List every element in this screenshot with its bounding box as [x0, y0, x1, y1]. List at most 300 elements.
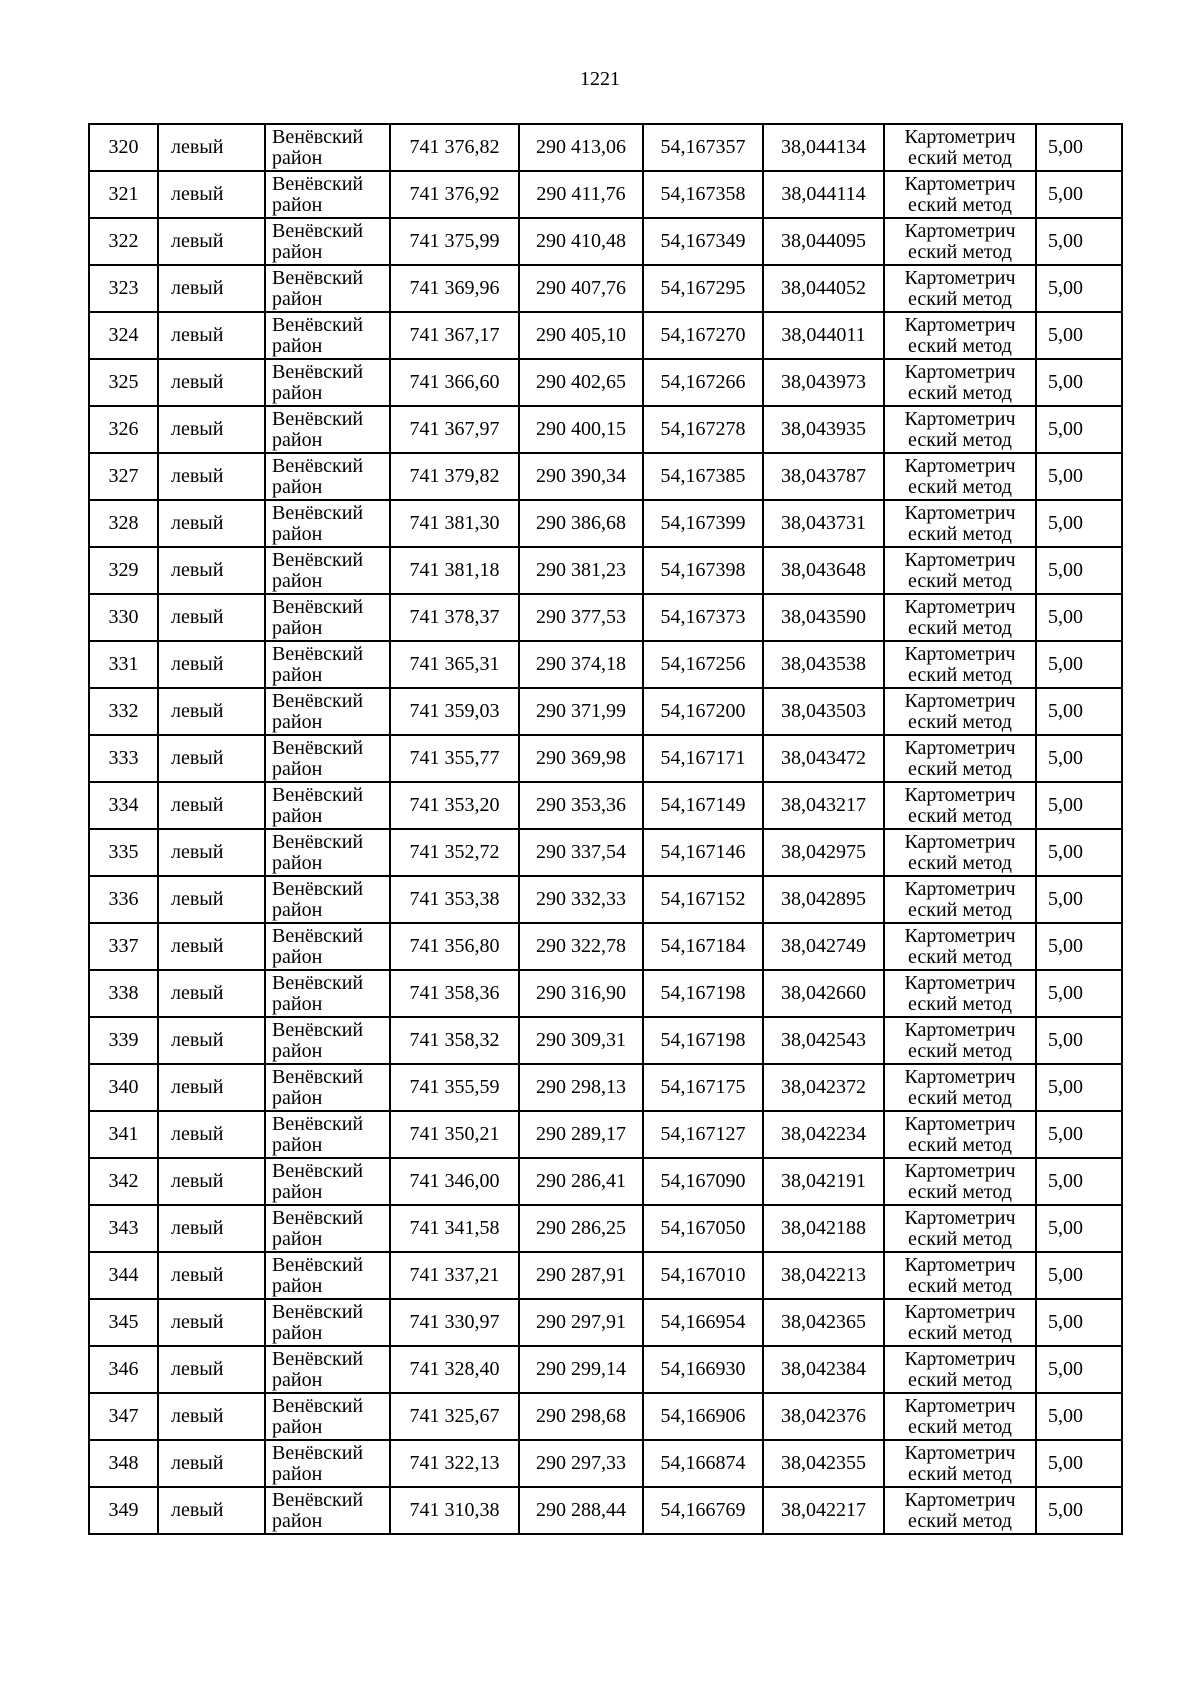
cell-point-number: 324: [89, 312, 158, 359]
cell-district-line: Венёвский: [272, 1441, 364, 1464]
cell-y-coordinate: 290 400,15: [519, 406, 643, 453]
cell-district: [265, 876, 390, 923]
cell-point-number: 346: [89, 1346, 158, 1393]
cell-x-coordinate: 741 355,77: [390, 735, 519, 782]
cell-method-line: еский метод: [908, 757, 1012, 780]
cell-accuracy: 5,00: [1036, 124, 1122, 171]
cell-side: левый: [158, 218, 265, 265]
cell-method: [884, 1205, 1036, 1252]
cell-point-number: 345: [89, 1299, 158, 1346]
cell-accuracy: 5,00: [1036, 1393, 1122, 1440]
cell-method-line: еский метод: [908, 945, 1012, 968]
cell-point-number: 340: [89, 1064, 158, 1111]
cell-y-coordinate: 290 386,68: [519, 500, 643, 547]
cell-method-line: еский метод: [908, 475, 1012, 498]
cell-side: левый: [158, 923, 265, 970]
cell-point-number: 321: [89, 171, 158, 218]
cell-district-line: Венёвский: [272, 1206, 364, 1229]
cell-district: [265, 218, 390, 265]
cell-district: [265, 970, 390, 1017]
cell-district-line: район: [272, 1133, 323, 1156]
cell-method-line: еский метод: [908, 663, 1012, 686]
cell-method-line: Картометрич: [904, 924, 1016, 947]
cell-method: [884, 829, 1036, 876]
cell-latitude: 54,167278: [643, 406, 763, 453]
cell-district-line: район: [272, 193, 323, 216]
cell-district-line: Венёвский: [272, 1300, 364, 1323]
cell-method: [884, 547, 1036, 594]
table-row: [89, 735, 1122, 782]
cell-accuracy: 5,00: [1036, 1158, 1122, 1205]
cell-point-number: 344: [89, 1252, 158, 1299]
cell-point-number: 349: [89, 1487, 158, 1534]
cell-latitude: 54,167256: [643, 641, 763, 688]
cell-method-line: еский метод: [908, 522, 1012, 545]
cell-district: [265, 547, 390, 594]
cell-latitude: 54,167090: [643, 1158, 763, 1205]
cell-district-line: район: [272, 1086, 323, 1109]
cell-method-line: Картометрич: [904, 172, 1016, 195]
cell-latitude: 54,167175: [643, 1064, 763, 1111]
cell-district-line: Венёвский: [272, 1065, 364, 1088]
cell-longitude: 38,042365: [763, 1299, 884, 1346]
cell-accuracy: 5,00: [1036, 688, 1122, 735]
cell-x-coordinate: 741 325,67: [390, 1393, 519, 1440]
cell-side: левый: [158, 1205, 265, 1252]
cell-x-coordinate: 741 369,96: [390, 265, 519, 312]
cell-latitude: 54,167266: [643, 359, 763, 406]
cell-point-number: 333: [89, 735, 158, 782]
cell-accuracy: 5,00: [1036, 594, 1122, 641]
cell-method: [884, 359, 1036, 406]
cell-x-coordinate: 741 365,31: [390, 641, 519, 688]
cell-method: [884, 406, 1036, 453]
cell-y-coordinate: 290 298,13: [519, 1064, 643, 1111]
table-row: [89, 1158, 1122, 1205]
cell-method-line: еский метод: [908, 569, 1012, 592]
cell-x-coordinate: 741 322,13: [390, 1440, 519, 1487]
table-row: [89, 171, 1122, 218]
cell-method: [884, 876, 1036, 923]
cell-method: [884, 453, 1036, 500]
cell-longitude: 38,043538: [763, 641, 884, 688]
cell-method-line: Картометрич: [904, 1018, 1016, 1041]
cell-x-coordinate: 741 367,17: [390, 312, 519, 359]
cell-district: [265, 688, 390, 735]
cell-x-coordinate: 741 353,38: [390, 876, 519, 923]
cell-method-line: Картометрич: [904, 1347, 1016, 1370]
cell-side: левый: [158, 1064, 265, 1111]
cell-side: левый: [158, 265, 265, 312]
cell-side: левый: [158, 782, 265, 829]
cell-method-line: Картометрич: [904, 689, 1016, 712]
cell-method-line: еский метод: [908, 1274, 1012, 1297]
cell-method-line: Картометрич: [904, 1112, 1016, 1135]
cell-point-number: 338: [89, 970, 158, 1017]
cell-accuracy: 5,00: [1036, 500, 1122, 547]
cell-method-line: еский метод: [908, 1227, 1012, 1250]
cell-method-line: еский метод: [908, 428, 1012, 451]
cell-method-line: Картометрич: [904, 736, 1016, 759]
cell-longitude: 38,043503: [763, 688, 884, 735]
cell-longitude: 38,042895: [763, 876, 884, 923]
cell-x-coordinate: 741 358,36: [390, 970, 519, 1017]
cell-point-number: 343: [89, 1205, 158, 1252]
cell-longitude: 38,042660: [763, 970, 884, 1017]
cell-method-line: Картометрич: [904, 1065, 1016, 1088]
cell-accuracy: 5,00: [1036, 1487, 1122, 1534]
cell-method-line: Картометрич: [904, 407, 1016, 430]
cell-y-coordinate: 290 287,91: [519, 1252, 643, 1299]
cell-district-line: Венёвский: [272, 736, 364, 759]
cell-accuracy: 5,00: [1036, 218, 1122, 265]
cell-side: левый: [158, 171, 265, 218]
cell-method: [884, 594, 1036, 641]
table-row: [89, 1017, 1122, 1064]
cell-accuracy: 5,00: [1036, 1017, 1122, 1064]
cell-district: [265, 735, 390, 782]
cell-district-line: район: [272, 945, 323, 968]
cell-point-number: 341: [89, 1111, 158, 1158]
cell-longitude: 38,042234: [763, 1111, 884, 1158]
cell-x-coordinate: 741 352,72: [390, 829, 519, 876]
table-row: [89, 782, 1122, 829]
cell-latitude: 54,167270: [643, 312, 763, 359]
cell-longitude: 38,043731: [763, 500, 884, 547]
cell-y-coordinate: 290 298,68: [519, 1393, 643, 1440]
cell-method-line: еский метод: [908, 240, 1012, 263]
cell-y-coordinate: 290 332,33: [519, 876, 643, 923]
cell-method-line: еский метод: [908, 287, 1012, 310]
cell-x-coordinate: 741 379,82: [390, 453, 519, 500]
cell-accuracy: 5,00: [1036, 1111, 1122, 1158]
cell-y-coordinate: 290 297,33: [519, 1440, 643, 1487]
table-row: [89, 688, 1122, 735]
cell-method-line: Картометрич: [904, 1441, 1016, 1464]
cell-x-coordinate: 741 353,20: [390, 782, 519, 829]
cell-side: левый: [158, 1158, 265, 1205]
cell-method-line: Картометрич: [904, 877, 1016, 900]
cell-district-line: район: [272, 240, 323, 263]
cell-y-coordinate: 290 381,23: [519, 547, 643, 594]
table-row: [89, 218, 1122, 265]
cell-method-line: Картометрич: [904, 595, 1016, 618]
cell-district: [265, 1205, 390, 1252]
cell-accuracy: 5,00: [1036, 1440, 1122, 1487]
cell-method: [884, 782, 1036, 829]
cell-accuracy: 5,00: [1036, 876, 1122, 923]
cell-district: [265, 1111, 390, 1158]
cell-latitude: 54,167171: [643, 735, 763, 782]
cell-longitude: 38,044095: [763, 218, 884, 265]
cell-y-coordinate: 290 322,78: [519, 923, 643, 970]
cell-district: [265, 124, 390, 171]
cell-latitude: 54,167357: [643, 124, 763, 171]
cell-latitude: 54,166874: [643, 1440, 763, 1487]
cell-district-line: Венёвский: [272, 313, 364, 336]
cell-y-coordinate: 290 390,34: [519, 453, 643, 500]
cell-method-line: еский метод: [908, 1180, 1012, 1203]
cell-district-line: Венёвский: [272, 642, 364, 665]
cell-district-line: район: [272, 1509, 323, 1532]
cell-method: [884, 1158, 1036, 1205]
cell-accuracy: 5,00: [1036, 359, 1122, 406]
cell-district-line: Венёвский: [272, 595, 364, 618]
page-number: 1221: [580, 68, 620, 90]
cell-method: [884, 500, 1036, 547]
cell-x-coordinate: 741 330,97: [390, 1299, 519, 1346]
cell-longitude: 38,042372: [763, 1064, 884, 1111]
cell-longitude: 38,044052: [763, 265, 884, 312]
cell-side: левый: [158, 312, 265, 359]
cell-method: [884, 923, 1036, 970]
cell-y-coordinate: 290 337,54: [519, 829, 643, 876]
cell-latitude: 54,167050: [643, 1205, 763, 1252]
table-row: [89, 829, 1122, 876]
cell-district-line: район: [272, 1274, 323, 1297]
cell-point-number: 329: [89, 547, 158, 594]
cell-method: [884, 124, 1036, 171]
cell-x-coordinate: 741 337,21: [390, 1252, 519, 1299]
cell-method-line: еский метод: [908, 193, 1012, 216]
cell-side: левый: [158, 735, 265, 782]
cell-district-line: район: [272, 146, 323, 169]
cell-district-line: Венёвский: [272, 971, 364, 994]
cell-longitude: 38,042191: [763, 1158, 884, 1205]
cell-side: левый: [158, 876, 265, 923]
cell-district-line: район: [272, 992, 323, 1015]
cell-district-line: Венёвский: [272, 689, 364, 712]
table-row: [89, 970, 1122, 1017]
cell-latitude: 54,167200: [643, 688, 763, 735]
cell-method: [884, 171, 1036, 218]
cell-district-line: район: [272, 334, 323, 357]
cell-x-coordinate: 741 356,80: [390, 923, 519, 970]
cell-latitude: 54,167152: [643, 876, 763, 923]
cell-method-line: Картометрич: [904, 125, 1016, 148]
cell-district: [265, 1017, 390, 1064]
cell-side: левый: [158, 970, 265, 1017]
cell-accuracy: 5,00: [1036, 265, 1122, 312]
cell-side: левый: [158, 359, 265, 406]
cell-method-line: Картометрич: [904, 548, 1016, 571]
cell-method: [884, 265, 1036, 312]
cell-district-line: Венёвский: [272, 830, 364, 853]
cell-point-number: 328: [89, 500, 158, 547]
cell-latitude: 54,166930: [643, 1346, 763, 1393]
cell-method: [884, 1299, 1036, 1346]
cell-district-line: район: [272, 1227, 323, 1250]
table-row: [89, 1205, 1122, 1252]
cell-point-number: 348: [89, 1440, 158, 1487]
cell-district: [265, 312, 390, 359]
cell-longitude: 38,044011: [763, 312, 884, 359]
cell-method: [884, 1017, 1036, 1064]
cell-point-number: 334: [89, 782, 158, 829]
cell-x-coordinate: 741 359,03: [390, 688, 519, 735]
table-row: [89, 1064, 1122, 1111]
cell-district: [265, 1487, 390, 1534]
cell-longitude: 38,042749: [763, 923, 884, 970]
cell-accuracy: 5,00: [1036, 1299, 1122, 1346]
cell-latitude: 54,166954: [643, 1299, 763, 1346]
cell-point-number: 326: [89, 406, 158, 453]
cell-district: [265, 594, 390, 641]
cell-district-line: район: [272, 428, 323, 451]
table-row: [89, 1487, 1122, 1534]
cell-y-coordinate: 290 297,91: [519, 1299, 643, 1346]
table-row: [89, 1393, 1122, 1440]
cell-district-line: район: [272, 1368, 323, 1391]
cell-side: левый: [158, 1346, 265, 1393]
cell-accuracy: 5,00: [1036, 829, 1122, 876]
table-row: [89, 1299, 1122, 1346]
cell-method-line: еский метод: [908, 1039, 1012, 1062]
cell-x-coordinate: 741 381,30: [390, 500, 519, 547]
cell-x-coordinate: 741 376,82: [390, 124, 519, 171]
cell-method-line: Картометрич: [904, 313, 1016, 336]
table-row: [89, 641, 1122, 688]
cell-method: [884, 312, 1036, 359]
cell-district-line: Венёвский: [272, 360, 364, 383]
cell-district-line: Венёвский: [272, 877, 364, 900]
cell-y-coordinate: 290 413,06: [519, 124, 643, 171]
cell-accuracy: 5,00: [1036, 1346, 1122, 1393]
cell-district: [265, 1158, 390, 1205]
cell-method-line: еский метод: [908, 381, 1012, 404]
cell-y-coordinate: 290 411,76: [519, 171, 643, 218]
cell-method-line: Картометрич: [904, 1488, 1016, 1511]
cell-side: левый: [158, 1111, 265, 1158]
cell-district-line: Венёвский: [272, 501, 364, 524]
cell-point-number: 330: [89, 594, 158, 641]
cell-point-number: 342: [89, 1158, 158, 1205]
cell-method-line: еский метод: [908, 1509, 1012, 1532]
cell-accuracy: 5,00: [1036, 171, 1122, 218]
cell-y-coordinate: 290 405,10: [519, 312, 643, 359]
cell-accuracy: 5,00: [1036, 923, 1122, 970]
cell-latitude: 54,167127: [643, 1111, 763, 1158]
cell-longitude: 38,043648: [763, 547, 884, 594]
cell-longitude: 38,043217: [763, 782, 884, 829]
cell-point-number: 336: [89, 876, 158, 923]
cell-district: [265, 453, 390, 500]
cell-district-line: район: [272, 804, 323, 827]
cell-x-coordinate: 741 367,97: [390, 406, 519, 453]
cell-district: [265, 406, 390, 453]
cell-latitude: 54,167385: [643, 453, 763, 500]
cell-district: [265, 265, 390, 312]
cell-district-line: Венёвский: [272, 548, 364, 571]
cell-latitude: 54,167149: [643, 782, 763, 829]
cell-longitude: 38,043472: [763, 735, 884, 782]
cell-method-line: еский метод: [908, 616, 1012, 639]
cell-y-coordinate: 290 286,25: [519, 1205, 643, 1252]
cell-longitude: 38,042213: [763, 1252, 884, 1299]
cell-method-line: еский метод: [908, 1415, 1012, 1438]
cell-method-line: Картометрич: [904, 501, 1016, 524]
cell-method-line: еский метод: [908, 1321, 1012, 1344]
cell-district: [265, 1299, 390, 1346]
cell-district: [265, 171, 390, 218]
cell-side: левый: [158, 547, 265, 594]
cell-district-line: район: [272, 898, 323, 921]
cell-method-line: Картометрич: [904, 830, 1016, 853]
cell-method-line: Картометрич: [904, 971, 1016, 994]
cell-district-line: район: [272, 616, 323, 639]
cell-district-line: Венёвский: [272, 407, 364, 430]
cell-accuracy: 5,00: [1036, 547, 1122, 594]
cell-x-coordinate: 741 366,60: [390, 359, 519, 406]
cell-point-number: 327: [89, 453, 158, 500]
cell-method: [884, 1252, 1036, 1299]
table-row: [89, 1111, 1122, 1158]
cell-district: [265, 1440, 390, 1487]
cell-latitude: 54,167198: [643, 970, 763, 1017]
cell-y-coordinate: 290 316,90: [519, 970, 643, 1017]
cell-latitude: 54,167010: [643, 1252, 763, 1299]
cell-side: левый: [158, 124, 265, 171]
cell-district-line: Венёвский: [272, 1159, 364, 1182]
cell-method-line: Картометрич: [904, 1300, 1016, 1323]
cell-method: [884, 735, 1036, 782]
cell-method-line: Картометрич: [904, 219, 1016, 242]
cell-method-line: еский метод: [908, 146, 1012, 169]
cell-side: левый: [158, 453, 265, 500]
table-row: [89, 265, 1122, 312]
table-body: [89, 124, 1122, 1534]
cell-method-line: Картометрич: [904, 454, 1016, 477]
cell-longitude: 38,044134: [763, 124, 884, 171]
cell-accuracy: 5,00: [1036, 782, 1122, 829]
cell-longitude: 38,043787: [763, 453, 884, 500]
cell-method-line: Картометрич: [904, 266, 1016, 289]
cell-method-line: Картометрич: [904, 1159, 1016, 1182]
cell-method: [884, 1346, 1036, 1393]
cell-side: левый: [158, 406, 265, 453]
cell-side: левый: [158, 1017, 265, 1064]
cell-district-line: район: [272, 569, 323, 592]
table-row: [89, 923, 1122, 970]
cell-x-coordinate: 741 350,21: [390, 1111, 519, 1158]
cell-district-line: район: [272, 1321, 323, 1344]
cell-district: [265, 1393, 390, 1440]
cell-method: [884, 218, 1036, 265]
cell-latitude: 54,167399: [643, 500, 763, 547]
cell-method-line: еский метод: [908, 334, 1012, 357]
cell-latitude: 54,167373: [643, 594, 763, 641]
cell-longitude: 38,042355: [763, 1440, 884, 1487]
cell-district-line: Венёвский: [272, 783, 364, 806]
cell-district: [265, 829, 390, 876]
cell-district: [265, 500, 390, 547]
cell-method: [884, 970, 1036, 1017]
cell-method-line: Картометрич: [904, 1394, 1016, 1417]
cell-latitude: 54,167184: [643, 923, 763, 970]
cell-y-coordinate: 290 374,18: [519, 641, 643, 688]
cell-district: [265, 359, 390, 406]
cell-side: левый: [158, 594, 265, 641]
cell-y-coordinate: 290 309,31: [519, 1017, 643, 1064]
cell-x-coordinate: 741 355,59: [390, 1064, 519, 1111]
cell-district-line: Венёвский: [272, 125, 364, 148]
table-row: [89, 453, 1122, 500]
table-row: [89, 500, 1122, 547]
cell-accuracy: 5,00: [1036, 1064, 1122, 1111]
cell-latitude: 54,167349: [643, 218, 763, 265]
cell-district: [265, 782, 390, 829]
cell-method: [884, 688, 1036, 735]
